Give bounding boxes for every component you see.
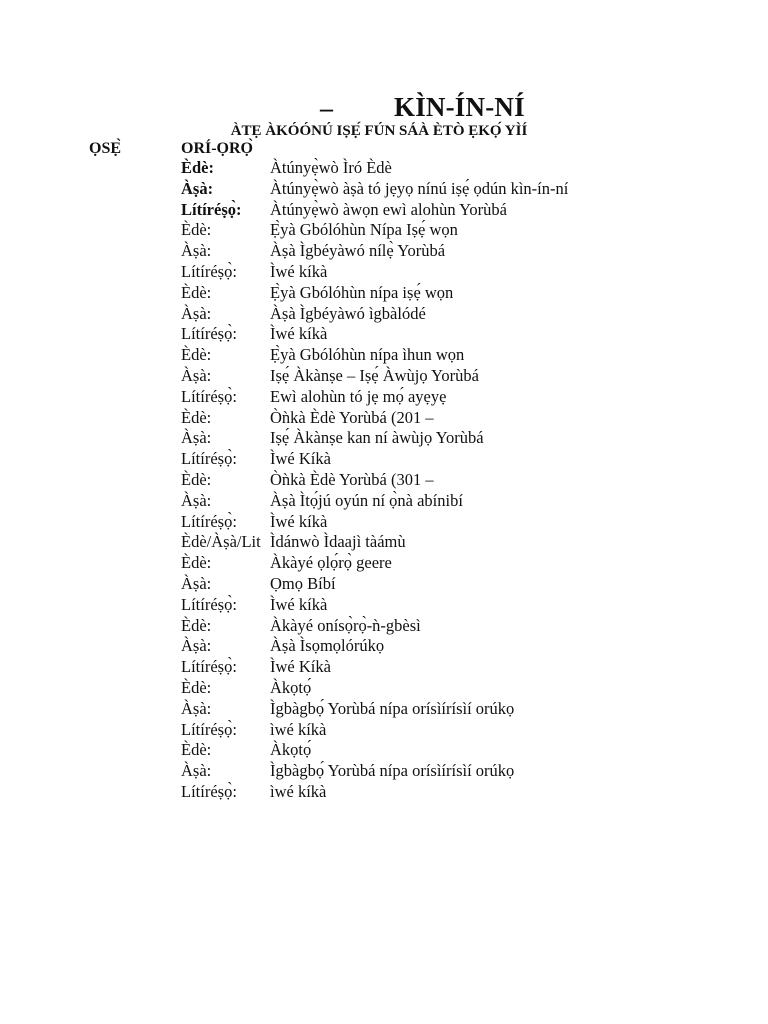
row-subject-label: Èdè:: [181, 345, 212, 365]
row-subject-label: Lítíréṣọ̀:: [181, 594, 237, 614]
row-subject-label: Èdè:: [181, 740, 212, 760]
table-row: [181, 761, 741, 782]
row-subject-label: Lítíréṣọ̀:: [181, 261, 237, 281]
table-row: [181, 324, 741, 345]
table-row: [181, 304, 741, 325]
row-topic-text: Ìwé kíkà: [270, 324, 328, 344]
table-row: [181, 283, 741, 304]
row-topic-text: Ìwé kíkà: [270, 511, 328, 531]
table-row: [181, 262, 741, 283]
row-subject-label: Èdè:: [181, 282, 212, 302]
row-subject-label: Àṣà:: [181, 490, 212, 510]
table-row: [181, 553, 741, 574]
row-subject-label: Lítíréṣọ̀:: [181, 324, 237, 344]
table-row: [181, 616, 741, 637]
table-row: [181, 387, 741, 408]
row-topic-text: Ẹ̀yà Gbólóhùn nípa ìhun wọn: [270, 345, 465, 365]
row-topic-text: Ìdánwò Ìdaajì tàámù: [270, 532, 406, 552]
table-row: [181, 595, 741, 616]
row-subject-label: Lítíréṣọ̀:: [181, 199, 242, 219]
row-topic-text: Ìwé Kíkà: [270, 449, 331, 469]
row-subject-label: Èdè:: [181, 469, 212, 489]
row-topic-text: Àkàyé onísọ̀rọ̀-ǹ-gbèsì: [270, 615, 421, 635]
row-subject-label: Lítíréṣọ̀:: [181, 386, 237, 406]
table-row: [181, 491, 741, 512]
row-subject-label: Àṣà:: [181, 636, 212, 656]
row-subject-label: Èdè/Àṣà/Lit: [181, 532, 261, 552]
row-subject-label: Àṣà:: [181, 303, 212, 323]
table-row: [181, 512, 741, 533]
column-label-week: ỌSẸ̀: [89, 140, 122, 157]
table-row: [181, 366, 741, 387]
row-topic-text: Àkàyé ọlọ́rọ̀ geere: [270, 553, 392, 573]
row-topic-text: Òǹkà Èdè Yorùbá (201 –: [270, 407, 434, 427]
row-topic-text: Iṣẹ́ Àkànṣe kan ní àwùjọ Yorùbá: [270, 428, 484, 448]
table-row: [181, 657, 741, 678]
row-topic-text: Ẹ̀yà Gbólóhùn nípa iṣẹ́ wọn: [270, 282, 454, 302]
row-subject-label: Èdè:: [181, 407, 212, 427]
row-topic-text: Òǹkà Èdè Yorùbá (301 –: [270, 469, 434, 489]
table-row: [181, 408, 741, 429]
page-subtitle: ÀTẸ ÀKÓÓNÚ IṢẸ́ FÚN SÁÀ ÈTÒ ẸKỌ́ YÌÍ: [230, 123, 528, 139]
row-subject-label: Àṣà:: [181, 365, 212, 385]
row-topic-text: Ìwé kíkà: [270, 594, 328, 614]
row-topic-text: ìwé kíkà: [270, 781, 327, 801]
page-title: KÌN-ÍN-NÍ: [394, 92, 525, 122]
row-subject-label: Lítíréṣọ̀:: [181, 657, 237, 677]
row-topic-text: Ìwé Kíkà: [270, 657, 331, 677]
row-subject-label: Àṣà:: [181, 698, 212, 718]
row-subject-label: Àṣà:: [181, 178, 214, 198]
table-row: [181, 241, 741, 262]
row-topic-text: Ọmọ Bíbí: [270, 573, 336, 593]
row-subject-label: Àṣà:: [181, 761, 212, 781]
row-topic-text: Àṣà Ìgbéyàwó nílẹ̀ Yorùbá: [270, 241, 446, 261]
table-row: [181, 220, 741, 241]
row-topic-text: Àṣà Ìtọ́jú oyún ní ọ̀nà abínibí: [270, 490, 463, 510]
row-topic-text: Àtúnyẹ̀wò Ìró Èdè: [270, 158, 392, 177]
row-topic-text: Àtúnyẹ̀wò àwọn ewì alohùn Yorùbá: [270, 199, 507, 219]
row-topic-text: ìwé kíkà: [270, 719, 327, 739]
table-row: [181, 345, 741, 366]
row-subject-label: Èdè:: [181, 615, 212, 635]
row-topic-text: Àtúnyẹ̀wò àṣà tó jẹyọ nínú iṣẹ́ ọdún kìn-ín-ní: [270, 178, 569, 198]
table-row: [181, 200, 741, 221]
column-label-topic: ORÍ-ỌRỌ̀: [181, 140, 253, 157]
row-subject-label: Èdè:: [181, 553, 212, 573]
row-topic-text: Iṣẹ́ Àkànṣe – Iṣẹ́ Àwùjọ Yorùbá: [270, 365, 479, 385]
table-row: [181, 158, 741, 179]
row-subject-label: Àṣà:: [181, 241, 212, 261]
table-row: [181, 720, 741, 741]
row-subject-label: Lítíréṣọ̀:: [181, 781, 237, 801]
row-subject-label: Àṣà:: [181, 428, 212, 448]
row-topic-text: Àkọtọ́: [270, 740, 312, 760]
row-subject-label: Àṣà:: [181, 573, 212, 593]
table-row: [181, 678, 741, 699]
table-row: [181, 428, 741, 449]
row-topic-text: Àṣà Ìsọmọlórúkọ: [270, 636, 385, 656]
row-subject-label: Èdè:: [181, 677, 212, 697]
row-subject-label: Èdè:: [181, 158, 214, 177]
table-row: [181, 782, 741, 803]
table-row: [181, 699, 741, 720]
row-topic-text: Ìgbàgbọ́ Yorùbá nípa orísìírísìí orúkọ: [270, 698, 515, 718]
row-topic-text: Àṣà Ìgbéyàwó ìgbàlódé: [270, 303, 426, 323]
title-dash: –: [320, 94, 333, 123]
row-topic-text: Ìwé kíkà: [270, 261, 328, 281]
row-topic-text: Ewì alohùn tó jẹ mọ́ ayẹyẹ: [270, 386, 447, 406]
table-row: [181, 179, 741, 200]
table-row: [181, 636, 741, 657]
table-row: [181, 449, 741, 470]
row-topic-text: Ẹ̀yà Gbólóhùn Nípa Iṣẹ́ wọn: [270, 220, 458, 240]
row-topic-text: Àkọtọ́: [270, 677, 312, 697]
row-subject-label: Èdè:: [181, 220, 212, 240]
table-row: [181, 470, 741, 491]
row-subject-label: Lítíréṣọ̀:: [181, 511, 237, 531]
row-subject-label: Lítíréṣọ̀:: [181, 719, 237, 739]
row-topic-text: Ìgbàgbọ́ Yorùbá nípa orísìírísìí orúkọ: [270, 761, 515, 781]
scheme-table: [181, 158, 741, 803]
table-row: [181, 532, 741, 553]
row-subject-label: Lítíréṣọ̀:: [181, 449, 237, 469]
table-row: [181, 740, 741, 761]
table-row: [181, 574, 741, 595]
